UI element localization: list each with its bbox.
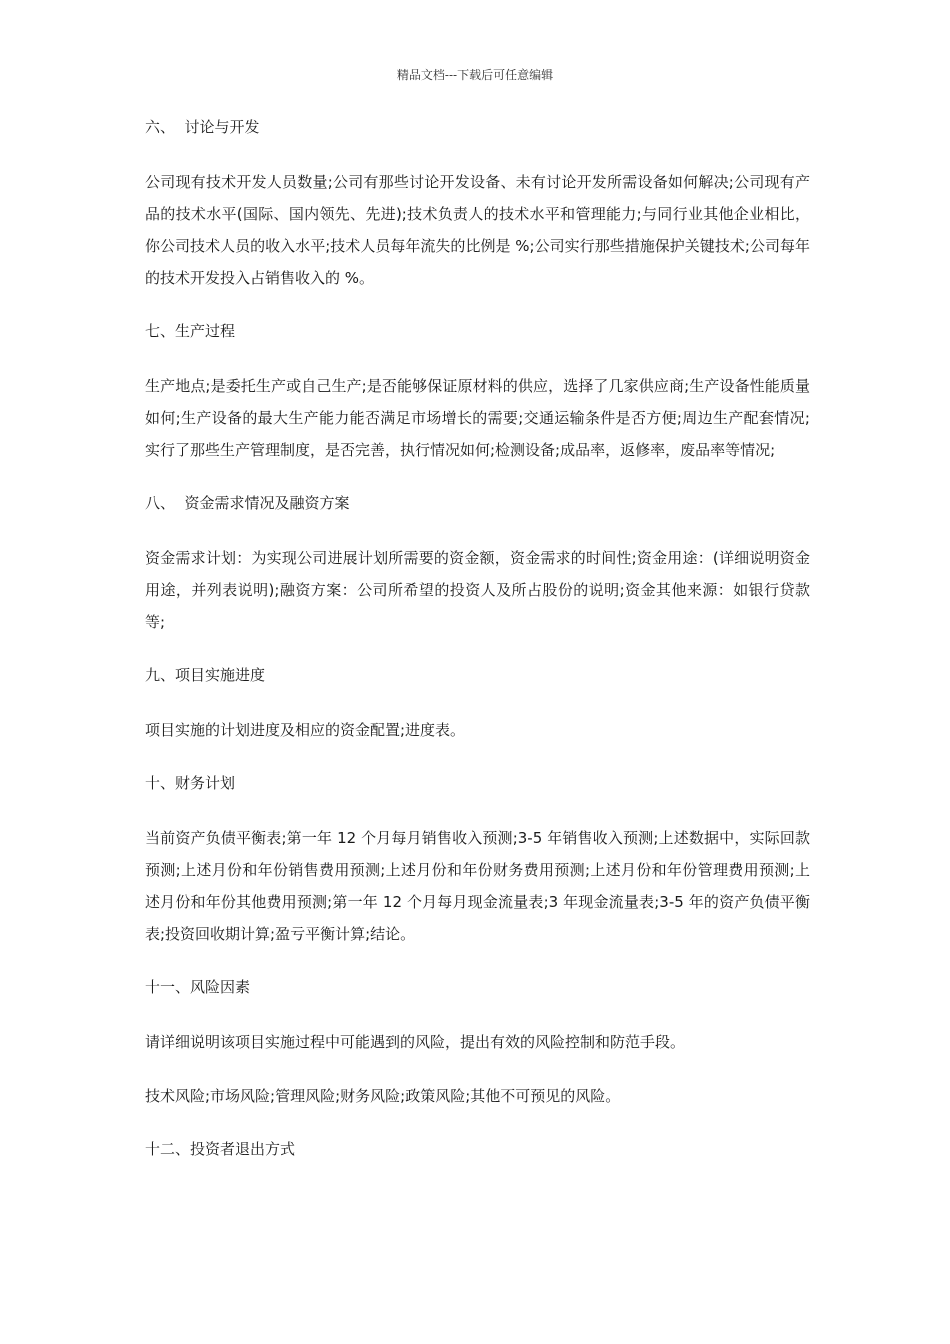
section-heading-research: 六、 讨论与开发 [145, 118, 260, 136]
page-header: 精品文档---下载后可任意编辑 [396, 68, 554, 82]
section-paragraph-schedule: 项目实施的计划进度及相应的资金配置;进度表。 [145, 721, 466, 739]
section-heading-exit: 十二、投资者退出方式 [145, 1140, 296, 1158]
section-heading-funding: 八、 资金需求情况及融资方案 [145, 494, 350, 512]
section-paragraph-risk-intro: 请详细说明该项目实施过程中可能遇到的风险，提出有效的风险控制和防范手段。 [145, 1033, 686, 1051]
section-paragraph-finance: 当前资产负债平衡表;第一年 12 个月每月销售收入预测;3-5 年销售收入预测;上述数据中，实际回款预测;上述月份和年份销售费用预测;上述月份和年份财务费用预测;上述月份和年份管理费用预测;上述月份和年份其他费用预测;第一年 12 个月每月现金流量表;3 年现金流量表;3-5 年的资产负债平衡表;投资回收期计算;盈亏平衡计算;结论。 [145, 829, 810, 943]
section-paragraph-risk-types: 技术风险;市场风险;管理风险;财务风险;政策风险;其他不可预见的风险。 [145, 1087, 621, 1105]
section-paragraph-funding: 资金需求计划：为实现公司进展计划所需要的资金额，资金需求的时间性;资金用途：(详细说明资金用途，并列表说明);融资方案：公司所希望的投资人及所占股份的说明;资金其他来源：如银行贷款等; [145, 549, 810, 631]
section-heading-schedule: 九、项目实施进度 [145, 666, 266, 684]
section-paragraph-production: 生产地点;是委托生产或自己生产;是否能够保证原材料的供应，选择了几家供应商;生产设备性能质量如何;生产设备的最大生产能力能否满足市场增长的需要;交通运输条件是否方便;周边生产配套情况;实行了那些生产管理制度，是否完善，执行情况如何;检测设备;成品率，返修率，废品率等情况; [145, 377, 810, 459]
section-paragraph-research: 公司现有技术开发人员数量;公司有那些讨论开发设备、未有讨论开发所需设备如何解决;公司现有产品的技术水平(国际、国内领先、先进);技术负责人的技术水平和管理能力;与同行业其他企业相比，你公司技术人员的收入水平;技术人员每年流失的比例是 %;公司实行那些措施保护关键技术;公司每年的技术开发投入占销售收入的 %。 [145, 173, 810, 287]
document-body [145, 112, 810, 1188]
section-heading-production: 七、生产过程 [145, 322, 236, 340]
section-heading-risk: 十一、风险因素 [145, 978, 251, 996]
section-heading-finance: 十、财务计划 [145, 774, 236, 792]
